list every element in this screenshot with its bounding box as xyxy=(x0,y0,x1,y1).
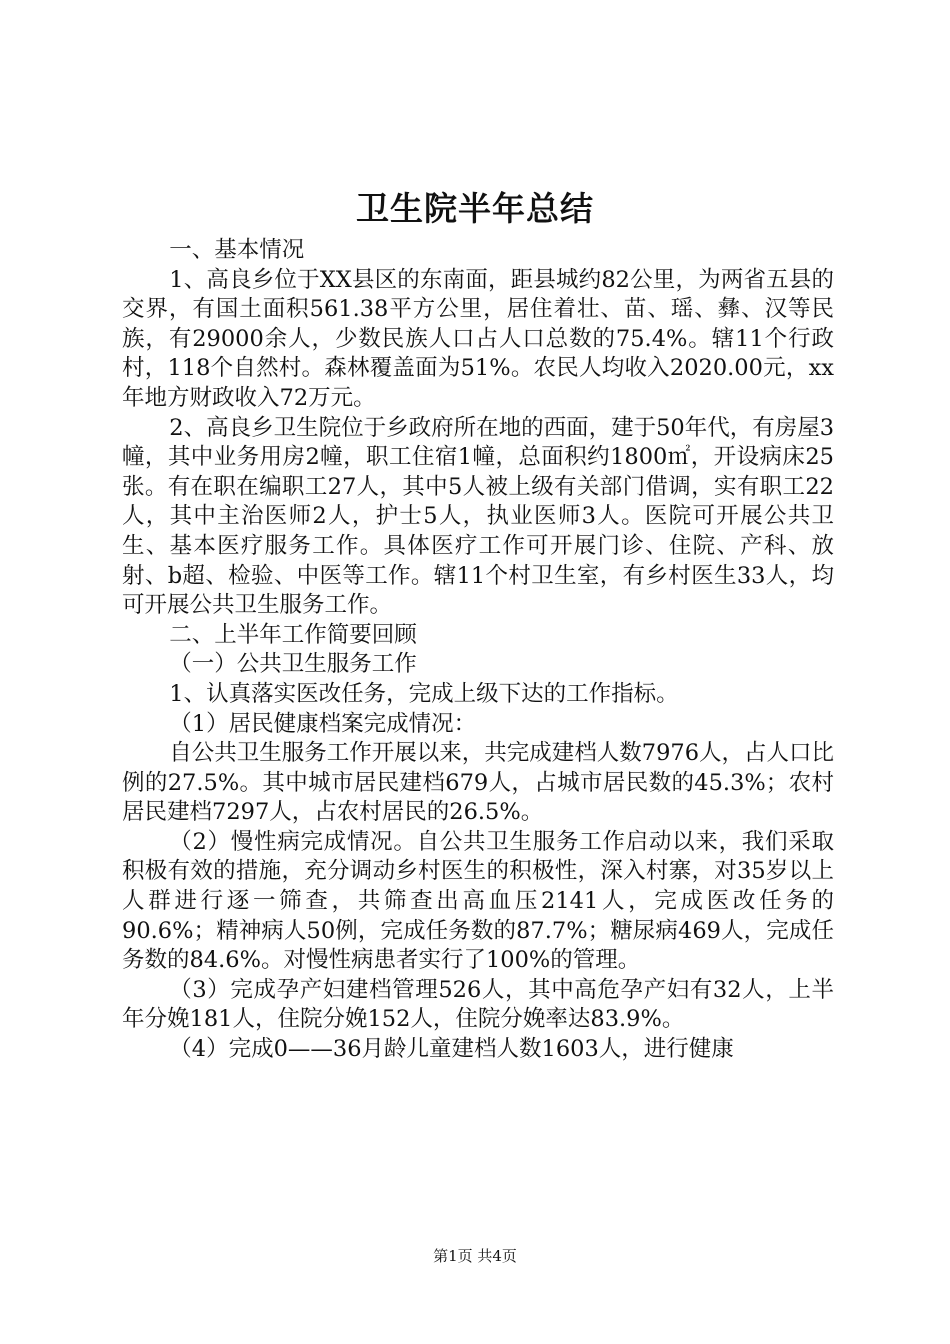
subsection-heading: （一）公共卫生服务工作 xyxy=(169,651,417,678)
section-heading-review: 二、上半年工作简要回顾 xyxy=(169,621,417,648)
paragraph: （1）居民健康档案完成情况： xyxy=(169,710,477,737)
paragraph: 1、认真落实医改任务，完成上级下达的工作指标。 xyxy=(169,680,679,707)
document-title: 卫生院半年总结 xyxy=(356,189,594,228)
page-number: 第1页 共4页 xyxy=(433,1247,517,1265)
paragraph: （2）慢性病完成情况。自公共卫生服务工作启动以来，我们采取积极有效的措施，充分调动乡村医生的积极性，深入村寨，对35岁以上人群进行逐一筛查，共筛查出高血压2141人，完成医改任务的90.6%；精神病人50例，完成任务数的87.7%；糖尿病469人，完成任务数的84.6%。对慢性病患者实行了100%的管理。 xyxy=(122,828,834,974)
paragraph: 2、高良乡卫生院位于乡政府所在地的西面，建于50年代，有房屋3幢，其中业务用房2幢，职工住宿1幢，总面积约1800㎡，开设病床25张。有在职在编职工27人，其中5人被上级有关部门借调，实有职工22人，其中主治医师2人，护士5人，执业医师3人。医院可开展公共卫生、基本医疗服务工作。具体医疗工作可开展门诊、住院、产科、放射、b超、检验、中医等工作。辖11个村卫生室，有乡村医生33人，均可开展公共卫生服务工作。 xyxy=(122,414,835,619)
paragraph: （3）完成孕产妇建档管理526人，其中高危孕产妇有32人，上半年分娩181人，住院分娩152人，住院分娩率达83.9%。 xyxy=(122,976,834,1033)
paragraph: 自公共卫生服务工作开展以来，共完成建档人数7976人，占人口比例的27.5%。其中城市居民建档679人，占城市居民数的45.3%；农村居民建档7297人，占农村居民的26.5%。 xyxy=(122,740,835,826)
document-body xyxy=(122,236,834,1065)
section-heading-basic: 一、基本情况 xyxy=(169,237,305,263)
paragraph: 1、高良乡位于XX县区的东南面，距县城约82公里，为两省五县的交界，有国土面积561.38平方公里，居住着壮、苗、瑶、彝、汉等民族，有29000余人，少数民族人口占人口总数的75.4%。辖11个行政村，118个自然村。森林覆盖面为51%。农民人均收入2020.00元，xx年地方财政收入72万元。 xyxy=(122,266,834,411)
paragraph: （4）完成0——36月龄儿童建档人数1603人，进行健康 xyxy=(169,1036,734,1063)
